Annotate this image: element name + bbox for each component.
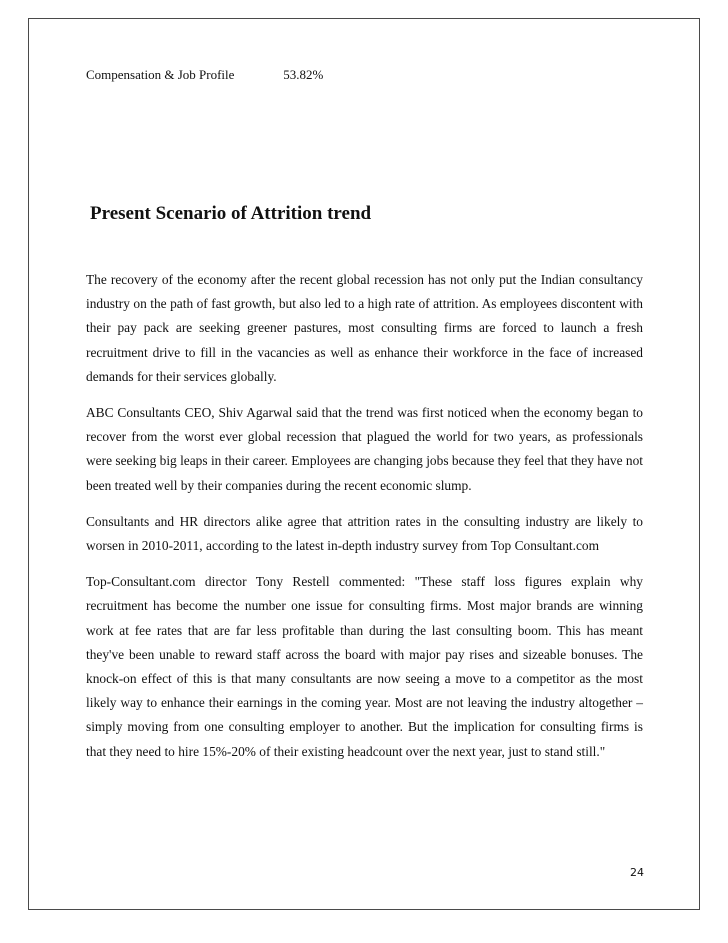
page-number: 24 [630,866,644,879]
paragraph-ceo-statement: ABC Consultants CEO, Shiv Agarwal said that the trend was first noticed when the economy began to recover from the worst ever global recession that plagued the world for two years, as professionals were seeking big leaps in their career. Employees are changing jobs because they feel that they have not been treated well by their companies during the recent economic slump. [86,405,643,493]
compensation-value: 53.82% [283,67,324,82]
section-heading: Present Scenario of Attrition trend [90,203,372,224]
body-text [86,268,643,776]
compensation-row [86,66,323,84]
compensation-label: Compensation & Job Profile [86,67,235,82]
paragraph-hr-directors: Consultants and HR directors alike agree that attrition rates in the consulting industry are likely to worsen in 2010-2011, according to the latest in-depth industry survey from Top Consultant.com [86,513,643,554]
paragraph-director-comment: Top-Consultant.com director Tony Restell commented: "These staff loss figures explain why recruitment has become the number one issue for consulting firms. Most major brands are winning work at fee rates that are far less profitable than during the last consulting boom. This has meant they've been unable to reward staff across the board with major pay rises and sizeable bonuses. The knock-on effect of this is that many consultants are now seeing a move to a competitor as the most likely way to enhance their earnings in the coming year. Most are not leaving the industry altogether – simply moving from one consulting employer to another. But the implication for consulting firms is that they need to hire 15%-20% of their existing headcount over the next year, just to stand still." [86,574,643,759]
paragraph-recovery: The recovery of the economy after the recent global recession has not only put the Indian consultancy industry on the path of fast growth, but also led to a high rate of attrition. As employees discontent with their pay pack are seeking greener pastures, most consulting firms are forced to launch a fresh recruitment drive to fill in the vacancies as well as enhance their workforce in the face of increased demands for their services globally. [86,272,643,384]
